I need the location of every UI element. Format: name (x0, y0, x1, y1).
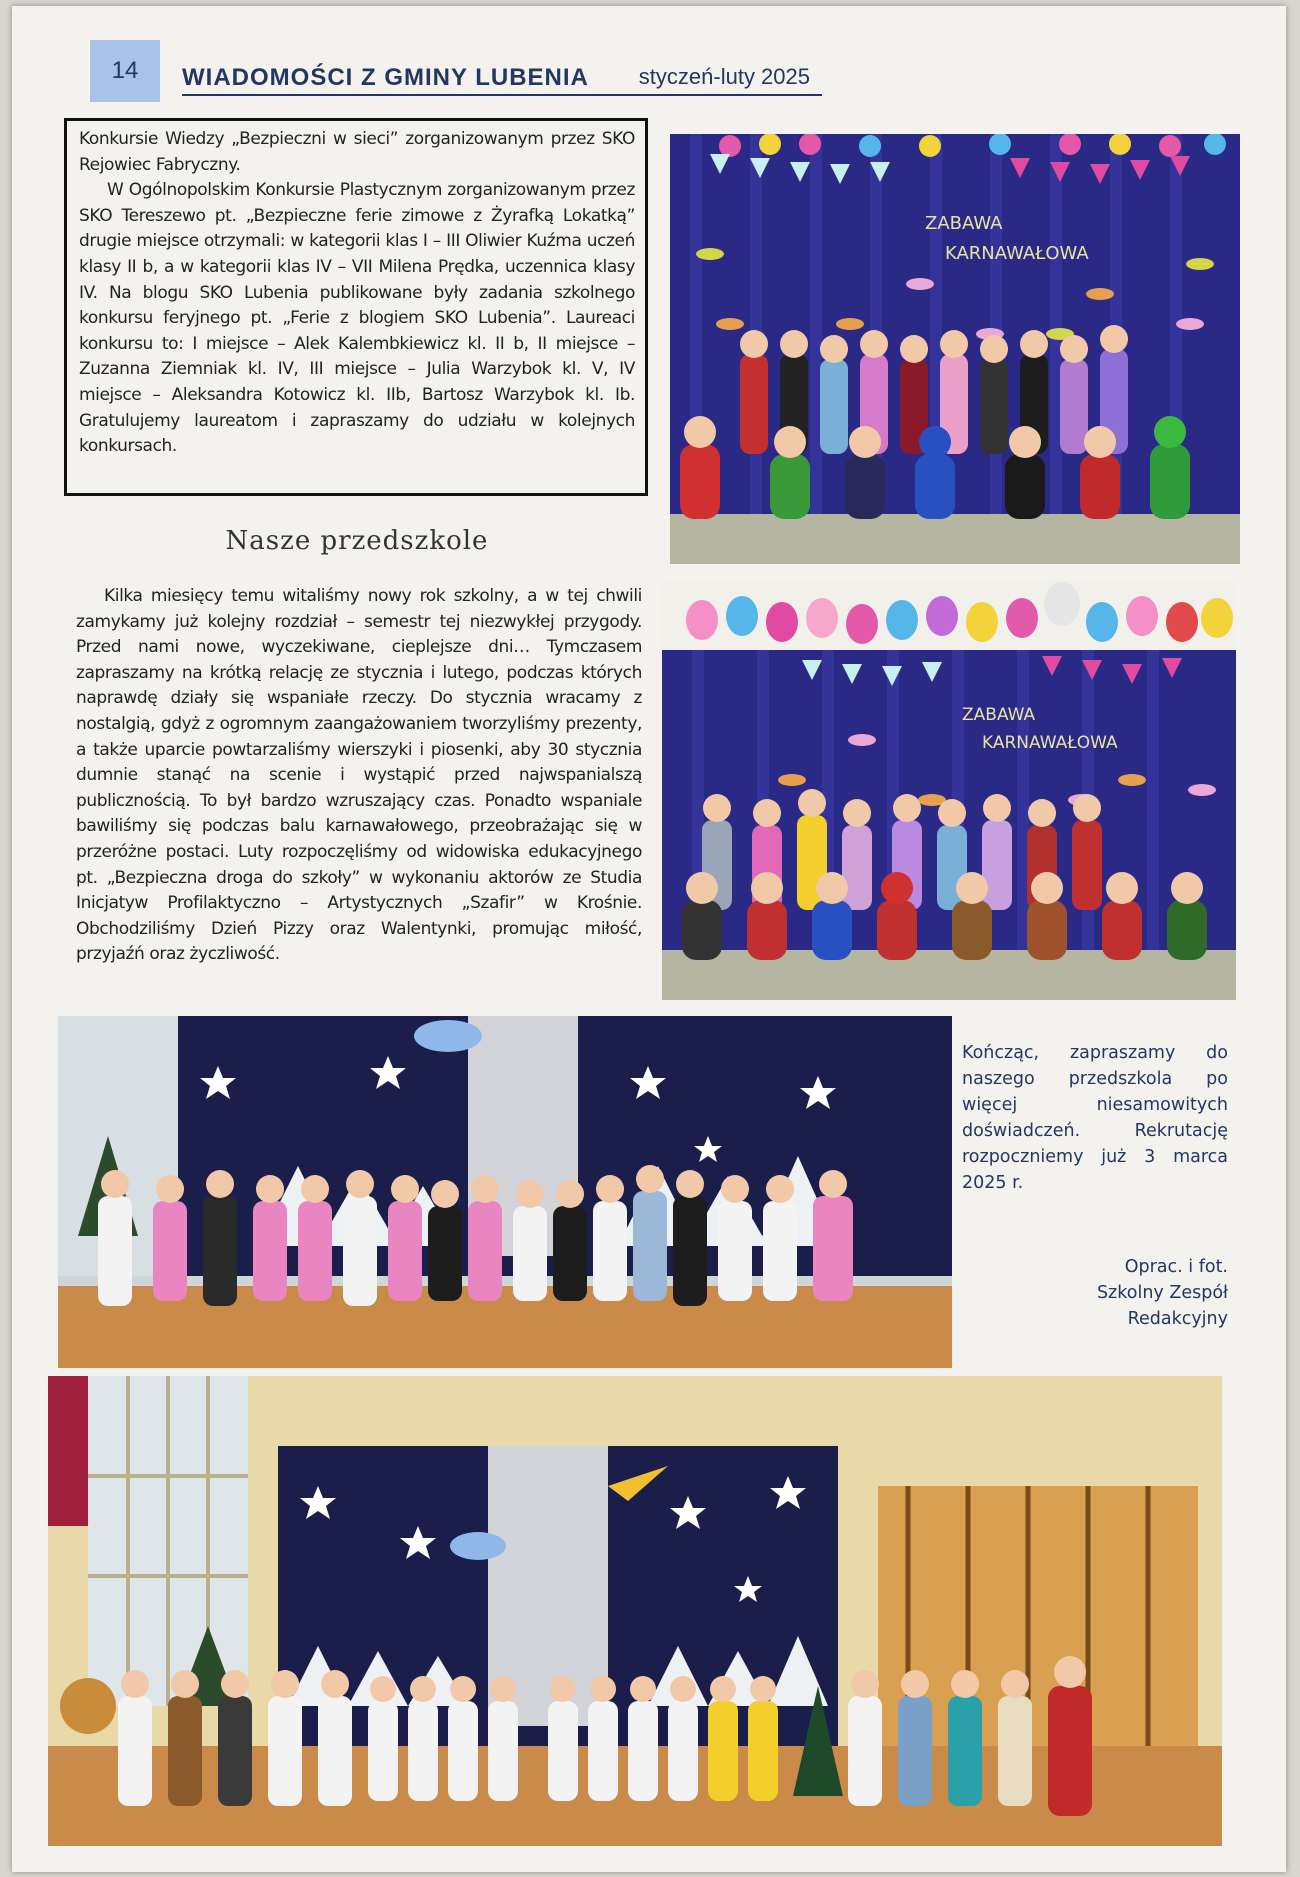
carnival-photo-1 (670, 134, 1240, 564)
publication-title: WIADOMOŚCI Z GMINY LUBENIA (182, 64, 589, 91)
closing-text: Kończąc, zapraszamy do naszego przedszkola po więcej niesamowitych doświadczeń. Rekrutację rozpoczniemy już 3 marca 2025 r. (962, 1043, 1228, 1193)
contest-paragraph-1: Konkursie Wiedzy „Bezpieczni w sieci” zorganizowanym przez SKO Rejowiec Fabryczny. (79, 129, 635, 175)
section-heading: Nasze przedszkole (225, 526, 489, 556)
running-header (182, 64, 822, 96)
article-body (76, 584, 642, 968)
issue-date: styczeń-luty 2025 (638, 64, 810, 89)
banner-text-1a: ZABAWA (925, 213, 1003, 234)
contest-results-box (64, 118, 648, 496)
article-paragraph: Kilka miesięcy temu witaliśmy nowy rok szkolny, a w tej chwili zamykamy już kolejny rozdział – semestr tej niezwykłej przygody. Przed nami nowe, wyczekiwane, cieplejsze dni… Tymczasem zapraszamy na krótką relację ze stycznia i lutego, podczas których naprawdę działy się wspaniałe rzeczy. Do stycznia wracamy z nostalgią, gdyż z ogromnym zaangażowaniem tworzyliśmy prezenty, a także uparcie powtarzaliśmy wierszyki i piosenki, aby 30 stycznia dumnie stanąć na scenie i wystąpić przed najwspanialszą publicznością. To był bardzo wzruszający czas. Ponadto wspaniale bawiliśmy się podczas balu karnawałowego, przeobrażając się w przeróżne postaci. Luty rozpoczęliśmy od widowiska edukacyjnego pt. „Bezpieczna droga do szkoły” w wykonaniu aktorów ze Studia Inicjatyw Profilaktyczno – Artystycznych „Szafir” w Krośnie. Obchodziliśmy Dzień Pizzy oraz Walentynki, promując miłość, przyjaźń oraz życzliwość. (76, 586, 642, 965)
page-number: 14 (90, 40, 160, 102)
photo-credit (1002, 1254, 1228, 1332)
banner-text-1b: KARNAWAŁOWA (945, 243, 1089, 264)
credit-line-1: Oprac. i fot. (1124, 1257, 1228, 1277)
stage-photo (58, 1016, 952, 1368)
banner-text-2b: KARNAWAŁOWA (982, 733, 1118, 753)
nativity-photo (48, 1376, 1222, 1846)
credit-line-3: Redakcyjny (1127, 1309, 1228, 1329)
contest-paragraph-2: W Ogólnopolskim Konkursie Plastycznym zorganizowanym przez SKO Tereszewo pt. „Bezpieczne ferie zimowe z Żyrafką Lokatką” drugie miejsce otrzymali: w kategorii klas I – III Oliwier Kuźma uczeń klasy II b, a w kategorii klas IV – VII Milena Prędka, uczennica klasy IV. Na blogu SKO Lubenia publikowane były zadania szkolnego konkursu feryjnego pt. „Ferie z blogiem SKO Lubenia”. Laureaci konkursu to: I miejsce – Alek Kalembkiewicz kl. II b, II miejsce – Zuzanna Ziemniak kl. IV, III miejsce – Julia Warzybok kl. V, IV miejsce – Aleksandra Kotowicz kl. IIb, Bartosz Warzybok kl. Ib. Gratulujemy laureatom i zapraszamy do udziału w kolejnych konkursach. (79, 180, 635, 457)
banner-text-2a: ZABAWA (962, 705, 1036, 725)
carnival-photo-2 (662, 580, 1236, 1000)
credit-line-2: Szkolny Zespół (1096, 1283, 1228, 1303)
magazine-page (12, 6, 1286, 1872)
